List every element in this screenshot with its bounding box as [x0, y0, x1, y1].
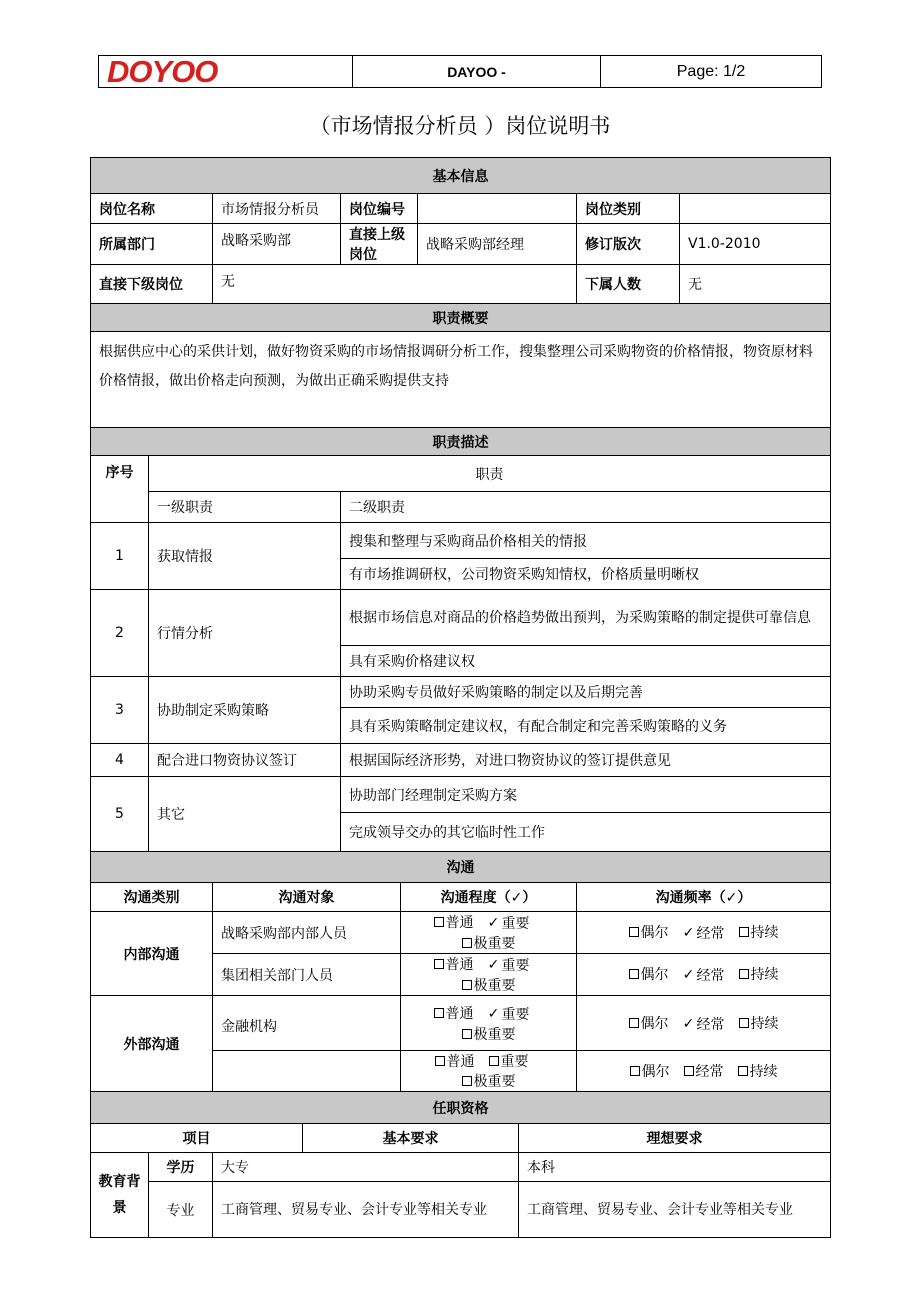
checkbox-label: 偶尔 — [640, 967, 669, 983]
checkbox-option[interactable] — [434, 954, 474, 974]
checkbox-option[interactable] — [488, 913, 530, 933]
checkbox-label: 持续 — [750, 925, 779, 941]
check-icon: ✓ — [487, 1005, 500, 1022]
empty-checkbox-icon — [629, 1018, 639, 1028]
checkbox-label: 持续 — [750, 967, 779, 983]
empty-checkbox-icon — [434, 917, 444, 927]
label-position-code: 岗位编号 — [341, 194, 418, 224]
comm-external-label: 外部沟通 — [91, 996, 213, 1092]
empty-checkbox-icon — [629, 969, 639, 979]
empty-checkbox-icon — [739, 969, 749, 979]
value-position-type — [680, 194, 831, 224]
duty-no: 2 — [91, 590, 149, 677]
checkbox-option[interactable] — [462, 933, 516, 953]
checkbox-label: 极重要 — [473, 1026, 516, 1043]
duty-level2: 具有采购价格建议权 — [341, 646, 831, 677]
comm-col-frequency: 沟通频率（✓） — [577, 883, 831, 912]
duty-level2: 有市场推调研权，公司物资采购知情权，价格质量明晰权 — [341, 559, 831, 590]
checkbox-option[interactable] — [738, 1061, 778, 1081]
label-position-name: 岗位名称 — [91, 194, 213, 224]
empty-checkbox-icon — [435, 1056, 445, 1066]
checkbox-label: 极重要 — [473, 1074, 516, 1090]
duty-level1: 其它 — [149, 777, 341, 852]
empty-checkbox-icon — [462, 980, 472, 990]
degree-options — [401, 954, 577, 996]
checkbox-option[interactable] — [739, 964, 779, 984]
checkbox-label: 经常 — [696, 926, 725, 942]
page-header — [98, 55, 822, 88]
qual-degree-ideal: 本科 — [519, 1153, 831, 1182]
checkbox-option[interactable] — [435, 1051, 475, 1071]
checkbox-option[interactable] — [434, 912, 474, 932]
checkbox-option[interactable] — [462, 1024, 516, 1044]
qual-col-item: 项目 — [91, 1124, 303, 1153]
col-header-level2: 二级职责 — [341, 492, 831, 523]
label-headcount: 下属人数 — [577, 265, 680, 304]
company-logo: DOYOO — [107, 54, 218, 89]
duty-level1: 协助制定采购策略 — [149, 677, 341, 744]
qual-degree-basic: 大专 — [213, 1153, 519, 1182]
checkbox-option[interactable] — [462, 1071, 516, 1091]
value-position-code — [418, 194, 577, 224]
checkbox-option[interactable] — [488, 955, 530, 975]
empty-checkbox-icon — [462, 1076, 472, 1086]
checkbox-label: 重要 — [500, 1054, 529, 1070]
duty-no: 1 — [91, 523, 149, 590]
frequency-options — [577, 996, 831, 1051]
value-headcount: 无 — [680, 265, 831, 304]
comm-target: 金融机构 — [213, 996, 401, 1051]
checkbox-option[interactable] — [629, 964, 669, 984]
empty-checkbox-icon — [684, 1066, 694, 1076]
duty-level2: 根据国际经济形势，对进口物资协议的签订提供意见 — [341, 744, 831, 777]
check-icon: ✓ — [682, 925, 695, 941]
empty-checkbox-icon — [630, 1066, 640, 1076]
checkbox-label: 普通 — [445, 957, 474, 973]
qual-col-ideal: 理想要求 — [519, 1124, 831, 1153]
degree-options — [401, 1051, 577, 1092]
checkbox-label: 经常 — [695, 1064, 724, 1080]
frequency-options — [577, 912, 831, 954]
empty-checkbox-icon — [434, 1008, 444, 1018]
section-basic-info: 基本信息 — [91, 158, 831, 194]
comm-target: 战略采购部内部人员 — [213, 912, 401, 954]
checkbox-option[interactable] — [630, 1061, 670, 1081]
degree-options — [401, 912, 577, 954]
checkbox-option[interactable] — [684, 1061, 724, 1081]
check-icon: ✓ — [682, 967, 695, 983]
page-number: Page: 1/2 — [676, 62, 746, 80]
comm-internal-label: 内部沟通 — [91, 912, 213, 996]
checkbox-option[interactable] — [462, 975, 516, 995]
page-title: （市场情报分析员 ）岗位说明书 — [309, 114, 611, 138]
value-revision: V1.0-2010 — [680, 224, 831, 265]
duty-level2: 协助部门经理制定采购方案 — [341, 777, 831, 813]
section-duties: 职责描述 — [91, 428, 831, 456]
checkbox-option[interactable] — [739, 1013, 779, 1033]
checkbox-option[interactable] — [489, 1051, 529, 1071]
frequency-options — [577, 954, 831, 996]
qual-major-basic: 工商管理、贸易专业、会计专业等相关专业 — [213, 1182, 519, 1238]
checkbox-label: 重要 — [501, 916, 530, 932]
duty-no: 3 — [91, 677, 149, 744]
checkbox-label: 普通 — [445, 915, 474, 931]
empty-checkbox-icon — [462, 938, 472, 948]
logo-cell — [99, 56, 353, 87]
checkbox-option[interactable] — [629, 1013, 669, 1033]
label-position-type: 岗位类别 — [577, 194, 680, 224]
duty-level1: 行情分析 — [149, 590, 341, 677]
duty-level2: 具有采购策略制定建议权，有配合制定和完善采购策略的义务 — [341, 708, 831, 744]
checkbox-option[interactable] — [683, 965, 725, 985]
checkbox-label: 持续 — [750, 1015, 779, 1032]
checkbox-label: 偶尔 — [640, 925, 669, 941]
duty-no: 5 — [91, 777, 149, 852]
checkbox-label: 偶尔 — [640, 1015, 669, 1032]
checkbox-option[interactable] — [683, 923, 725, 943]
check-icon: ✓ — [682, 1015, 695, 1032]
summary-text: 根据供应中心的采供计划，做好物资采购的市场情报调研分析工作，搜集整理公司采购物资的价格情报，物资原材料价格情报，做出价格走向预测，为做出正确采购提供支持 — [91, 332, 831, 428]
comm-target: 集团相关部门人员 — [213, 954, 401, 996]
checkbox-label: 普通 — [446, 1054, 475, 1070]
label-revision: 修订版次 — [577, 224, 680, 265]
checkbox-label: 偶尔 — [641, 1064, 670, 1080]
duty-level2: 协助采购专员做好采购策略的制定以及后期完善 — [341, 677, 831, 708]
empty-checkbox-icon — [489, 1056, 499, 1066]
qual-degree-label: 学历 — [149, 1153, 213, 1182]
checkbox-label: 普通 — [445, 1005, 474, 1022]
checkbox-label: 持续 — [749, 1064, 778, 1080]
section-communication: 沟通 — [91, 852, 831, 883]
label-subordinate: 直接下级岗位 — [91, 265, 213, 304]
qual-major-label: 专业 — [149, 1182, 213, 1238]
checkbox-label: 重要 — [501, 1006, 530, 1023]
degree-options — [401, 996, 577, 1051]
comm-col-target: 沟通对象 — [213, 883, 401, 912]
checkbox-option[interactable] — [683, 1014, 725, 1034]
value-superior: 战略采购部经理 — [418, 224, 577, 265]
empty-checkbox-icon — [629, 927, 639, 937]
checkbox-label: 经常 — [696, 968, 725, 984]
checkbox-label: 极重要 — [473, 978, 516, 994]
label-department: 所属部门 — [91, 224, 213, 265]
section-qualifications: 任职资格 — [91, 1092, 831, 1124]
duty-level2: 搜集和整理与采购商品价格相关的情报 — [341, 523, 831, 559]
duty-level2: 完成领导交办的其它临时性工作 — [341, 813, 831, 852]
check-icon: ✓ — [487, 915, 500, 931]
checkbox-option[interactable] — [434, 1003, 474, 1023]
col-header-no: 序号 — [91, 456, 149, 523]
checkbox-option[interactable] — [629, 922, 669, 942]
empty-checkbox-icon — [738, 1066, 748, 1076]
company-name: DAYOO - — [353, 56, 601, 87]
qual-col-basic: 基本要求 — [303, 1124, 519, 1153]
checkbox-option[interactable] — [488, 1004, 530, 1024]
empty-checkbox-icon — [462, 1029, 472, 1039]
check-icon: ✓ — [487, 957, 500, 973]
col-header-level1: 一级职责 — [149, 492, 341, 523]
value-position-name: 市场情报分析员 — [213, 194, 341, 224]
empty-checkbox-icon — [739, 1018, 749, 1028]
value-subordinate: 无 — [213, 265, 577, 304]
frequency-options — [577, 1051, 831, 1092]
qual-education-label: 教育背景 — [91, 1153, 149, 1238]
comm-col-type: 沟通类别 — [91, 883, 213, 912]
empty-checkbox-icon — [434, 959, 444, 969]
section-summary: 职责概要 — [91, 304, 831, 332]
checkbox-option[interactable] — [739, 922, 779, 942]
job-description-table — [90, 157, 831, 1238]
duty-level1: 配合进口物资协议签订 — [149, 744, 341, 777]
comm-col-degree: 沟通程度（✓） — [401, 883, 577, 912]
empty-checkbox-icon — [739, 927, 749, 937]
duty-no: 4 — [91, 744, 149, 777]
comm-target — [213, 1051, 401, 1092]
value-department: 战略采购部 — [213, 224, 341, 265]
label-superior: 直接上级岗位 — [341, 224, 418, 265]
qual-major-ideal: 工商管理、贸易专业、会计专业等相关专业 — [519, 1182, 831, 1238]
duty-level1: 获取情报 — [149, 523, 341, 590]
checkbox-label: 极重要 — [473, 936, 516, 952]
duty-level2: 根据市场信息对商品的价格趋势做出预判，为采购策略的制定提供可靠信息 — [341, 590, 831, 646]
col-header-duty: 职责 — [149, 456, 831, 492]
checkbox-label: 重要 — [501, 958, 530, 974]
checkbox-label: 经常 — [696, 1016, 725, 1033]
